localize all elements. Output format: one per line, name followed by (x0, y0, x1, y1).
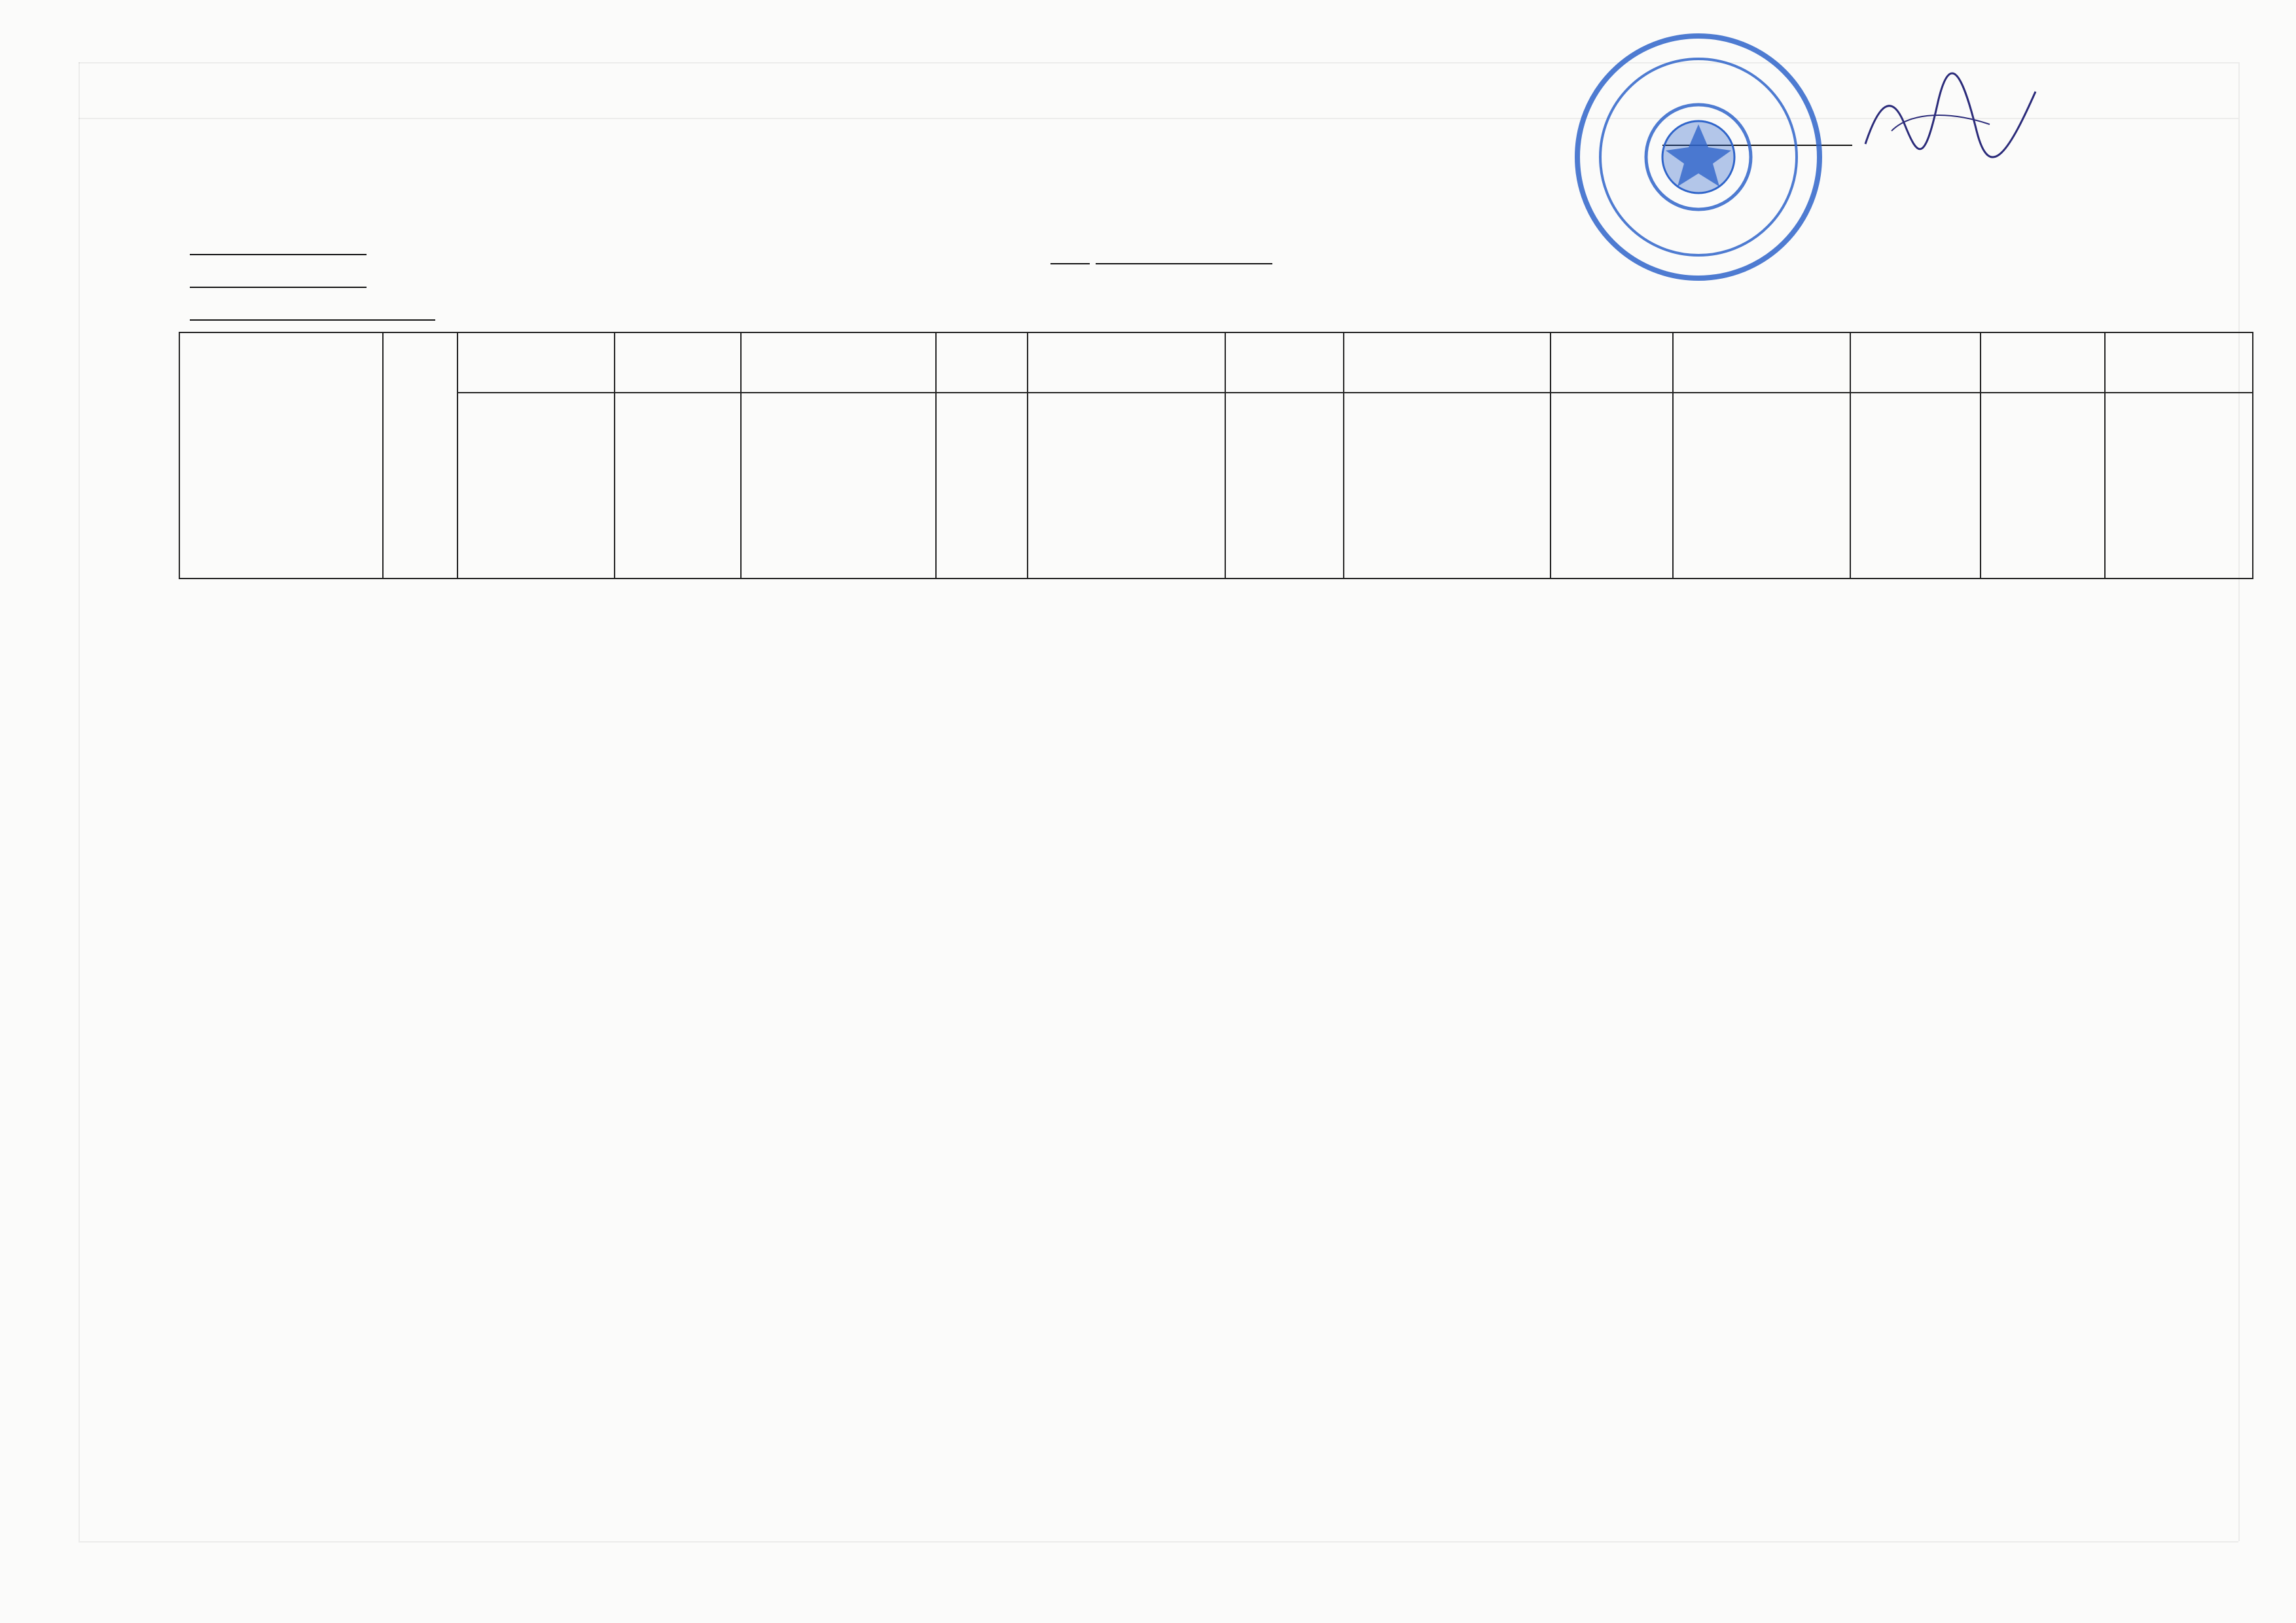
snack-portions (1225, 393, 1344, 579)
header-unit (383, 332, 457, 579)
price-blank (1981, 393, 2105, 579)
header-dinner (1344, 332, 1551, 393)
total-count (190, 293, 435, 321)
total-value-line (190, 297, 435, 321)
staff-dishes (1673, 393, 1850, 579)
official-seal (1568, 26, 1829, 288)
breakfast-dishes (457, 393, 615, 579)
menu-dishes-row (179, 393, 2253, 579)
garden-value-line (190, 267, 367, 288)
menu-date (1050, 237, 1290, 264)
header-total (1850, 332, 1981, 393)
header-out3 (1225, 332, 1344, 393)
header-snack (1028, 332, 1225, 393)
table-header-row (179, 332, 2253, 393)
header-out4 (1551, 332, 1673, 393)
dinner-dishes (1344, 393, 1551, 579)
header-out2 (936, 332, 1028, 393)
dinner-portions (1551, 393, 1673, 579)
children-value-line (190, 234, 367, 255)
breakfast-portions (615, 393, 741, 579)
snack-dishes (1028, 393, 1225, 579)
header-breakfast (457, 332, 615, 393)
menu-table (179, 332, 2253, 579)
header-out1 (615, 332, 741, 393)
total-blank (1850, 393, 1981, 579)
header-staff (1673, 332, 1850, 393)
signature-mark (1852, 65, 2049, 170)
lunch-dishes (741, 393, 936, 579)
header-price (1981, 332, 2105, 393)
lunch-portions (936, 393, 1028, 579)
garden-count (190, 260, 367, 288)
header-sum (2105, 332, 2253, 393)
header-product (179, 332, 383, 579)
sum-blank (2105, 393, 2253, 579)
children-count (190, 228, 367, 255)
header-lunch (741, 332, 936, 393)
